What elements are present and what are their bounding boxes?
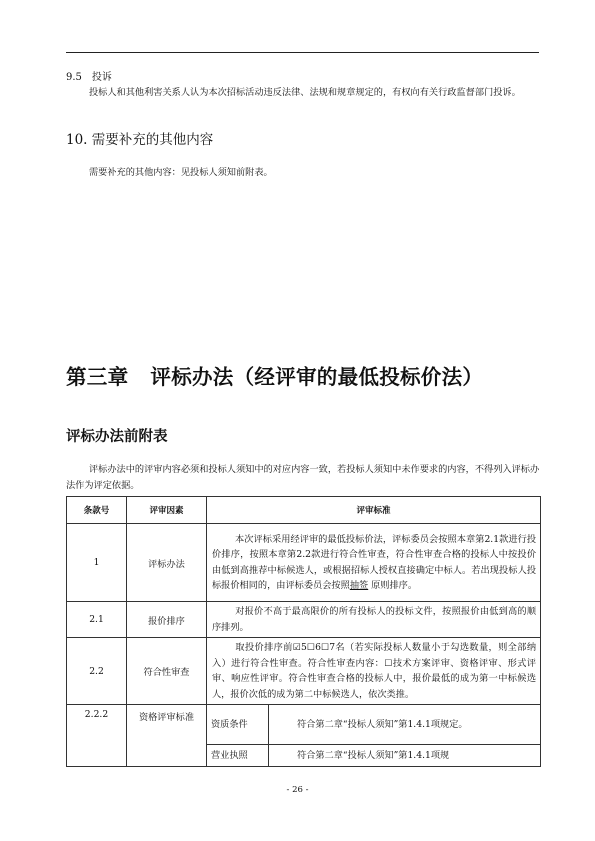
- table-header-row: [67, 497, 541, 524]
- sub-criterion-label: 资质条件: [207, 705, 269, 745]
- table-row: [67, 638, 541, 705]
- header-rule: [66, 52, 539, 53]
- sub-criterion-value: 符合第二章“投标人须知”第1.4.1项规: [297, 749, 450, 761]
- standard-text-b: 原则排序。: [368, 580, 418, 591]
- clause-cell: 1: [67, 524, 127, 602]
- clause-cell: 2.1: [67, 602, 127, 638]
- table-row: [67, 705, 541, 745]
- sub-criterion-text: [269, 745, 541, 767]
- standard-text: 对报价不高于最高限价的所有投标人的投标文件，按照报价由低到高的顺序排列。: [212, 606, 537, 633]
- header-clause: 条款号: [67, 497, 127, 524]
- table-row: [67, 602, 541, 638]
- page-number: - 26 -: [286, 785, 309, 795]
- chapter-number: 第三章: [66, 365, 129, 389]
- clause-cell: 2.2: [67, 638, 127, 705]
- chapter-name: 评标办法（经评审的最低投标价法）: [150, 365, 484, 389]
- intro-paragraph: 评标办法中的评审内容必须和投标人须知中的对应内容一致，若投标人须知中未作要求的内容，不得列入评标办法作为评定依据。: [66, 464, 540, 491]
- header-factor: 评审因素: [127, 497, 207, 524]
- draw-lots-text: 抽签: [349, 580, 369, 591]
- table-row: [67, 524, 541, 602]
- factor-cell: 资格评审标准: [127, 705, 207, 767]
- factor-cell: 评标办法: [127, 524, 207, 602]
- standard-text: 取投价排序前☑5☐6☐7名（若实际投标人数量小于勾选数量，则全部纳入）进行符合性审查。符合性审查内容：☐技术方案评审、资格评审、形式评审、响应性评审。符合性审查合格的投标人中，报价最低的成为第一中标候选人，报价次低的成为第二中标候选人，依次类推。: [212, 642, 537, 700]
- factor-cell: 报价排序: [127, 602, 207, 638]
- evaluation-table: [66, 496, 541, 767]
- section-9-5-heading: 9.5 投诉: [66, 72, 112, 83]
- standard-cell: [207, 638, 541, 705]
- section-9-5-body: 投标人和其他利害关系人认为本次招标活动违反法律、法规和规章规定的，有权向有关行政监督部门投诉。: [89, 87, 521, 98]
- section-10-body: 需要补充的其他内容：见投标人须知前附表。: [89, 167, 273, 178]
- chapter-title: [66, 360, 483, 390]
- standard-text-a: 本次评标采用经评审的最低投标价法，评标委员会按照本章第2.1款进行投价排序，按照本章第2.2款进行符合性审查，符合性审查合格的投标人中按投价由低到高推荐中标候选人，或根据招标人授权直接确定中标人。若出现投标人投标报价相同的，由评标委员会按照: [212, 533, 537, 591]
- factor-cell: 符合性审查: [127, 638, 207, 705]
- standard-cell: [207, 524, 541, 602]
- sub-criterion-text: [269, 705, 541, 745]
- clause-cell: 2.2.2: [67, 705, 127, 767]
- section-10-heading: 10. 需要补充的其他内容: [66, 132, 214, 148]
- table-subheading: 评标办法前附表: [66, 429, 168, 445]
- sub-criterion-label: 营业执照: [207, 745, 269, 767]
- sub-criterion-value: 符合第二章“投标人须知”第1.4.1项规定。: [297, 718, 468, 730]
- header-standard: 评审标准: [207, 497, 541, 524]
- standard-cell: [207, 602, 541, 638]
